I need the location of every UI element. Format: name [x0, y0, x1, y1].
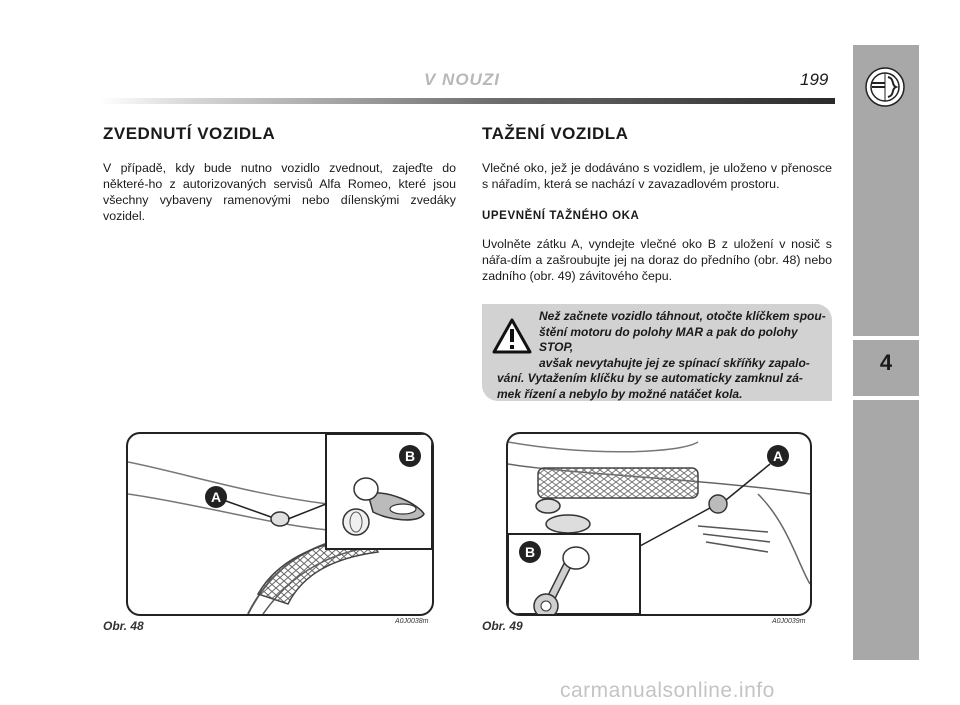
- side-tab-divider: [853, 336, 919, 340]
- figure-code: A0J0039m: [772, 618, 806, 625]
- heading-towing-vehicle: TAŽENÍ VOZIDLA: [482, 124, 629, 143]
- alfa-romeo-logo-icon: [865, 67, 905, 107]
- side-tab-divider: [853, 396, 919, 400]
- section-title: V NOUZI: [424, 70, 500, 89]
- warning-line: mek řízení a nebylo by možné natáčet kola.: [497, 386, 743, 401]
- subheading-fitting-towing-eye: UPEVNĚNÍ TAŽNÉHO OKA: [482, 210, 640, 222]
- paragraph-towing-eye-location: Vlečné oko, jež je dodáváno s vozidlem, je uloženo v přenosce s nářadím, která se nachází v zavazadlovém prostoru.: [482, 161, 832, 191]
- warning-line: Než začnete vozidlo táhnout, otočte klíčkem spou-: [539, 309, 826, 323]
- heading-lifting-vehicle: ZVEDNUTÍ VOZIDLA: [103, 124, 276, 143]
- figure-caption: Obr. 49: [482, 619, 523, 633]
- rear-bumper-illustration: [508, 434, 810, 614]
- figure-label-a: A: [210, 489, 222, 505]
- figure-48-front-towing: [126, 432, 434, 616]
- page-number: 199: [800, 70, 829, 89]
- warning-line: avšak nevytahujte jej ze spínací skříňky zapalo-: [539, 355, 810, 370]
- figure-49-rear-towing: [506, 432, 812, 616]
- header-rule: [100, 98, 835, 104]
- warning-line: štění motoru do polohy MAR a pak do polohy STOP,: [539, 324, 798, 354]
- figure-label-b: B: [524, 544, 536, 560]
- figure-label-a: A: [772, 448, 784, 464]
- chapter-number: 4: [879, 350, 893, 375]
- watermark-text: carmanualsonline.info: [560, 679, 775, 702]
- paragraph-fitting-instructions: Uvolněte zátku A, vyndejte vlečné oko B z uložení v nosič s nářa-dím a zašroubujte jej na doraz do předního (obr. 48) nebo zadního (obr. 49) závitového čepu.: [482, 237, 832, 283]
- front-bumper-illustration: [128, 434, 432, 614]
- figure-label-b: B: [404, 448, 416, 464]
- paragraph-lifting: V případě, kdy bude nutno vozidlo zvednout, zajeďte do některé-ho z autorizovaných servisů Alfa Romeo, které jsou všechny vybaveny ramenovými nebo dílenskými zvedáky vozidel.: [103, 161, 456, 223]
- figure-code: A0J0038m: [395, 618, 429, 625]
- figure-caption: Obr. 48: [103, 619, 144, 633]
- warning-text: [497, 309, 827, 402]
- warning-line: vání. Vytažením klíčku by se automaticky zamknul zá-: [497, 371, 803, 385]
